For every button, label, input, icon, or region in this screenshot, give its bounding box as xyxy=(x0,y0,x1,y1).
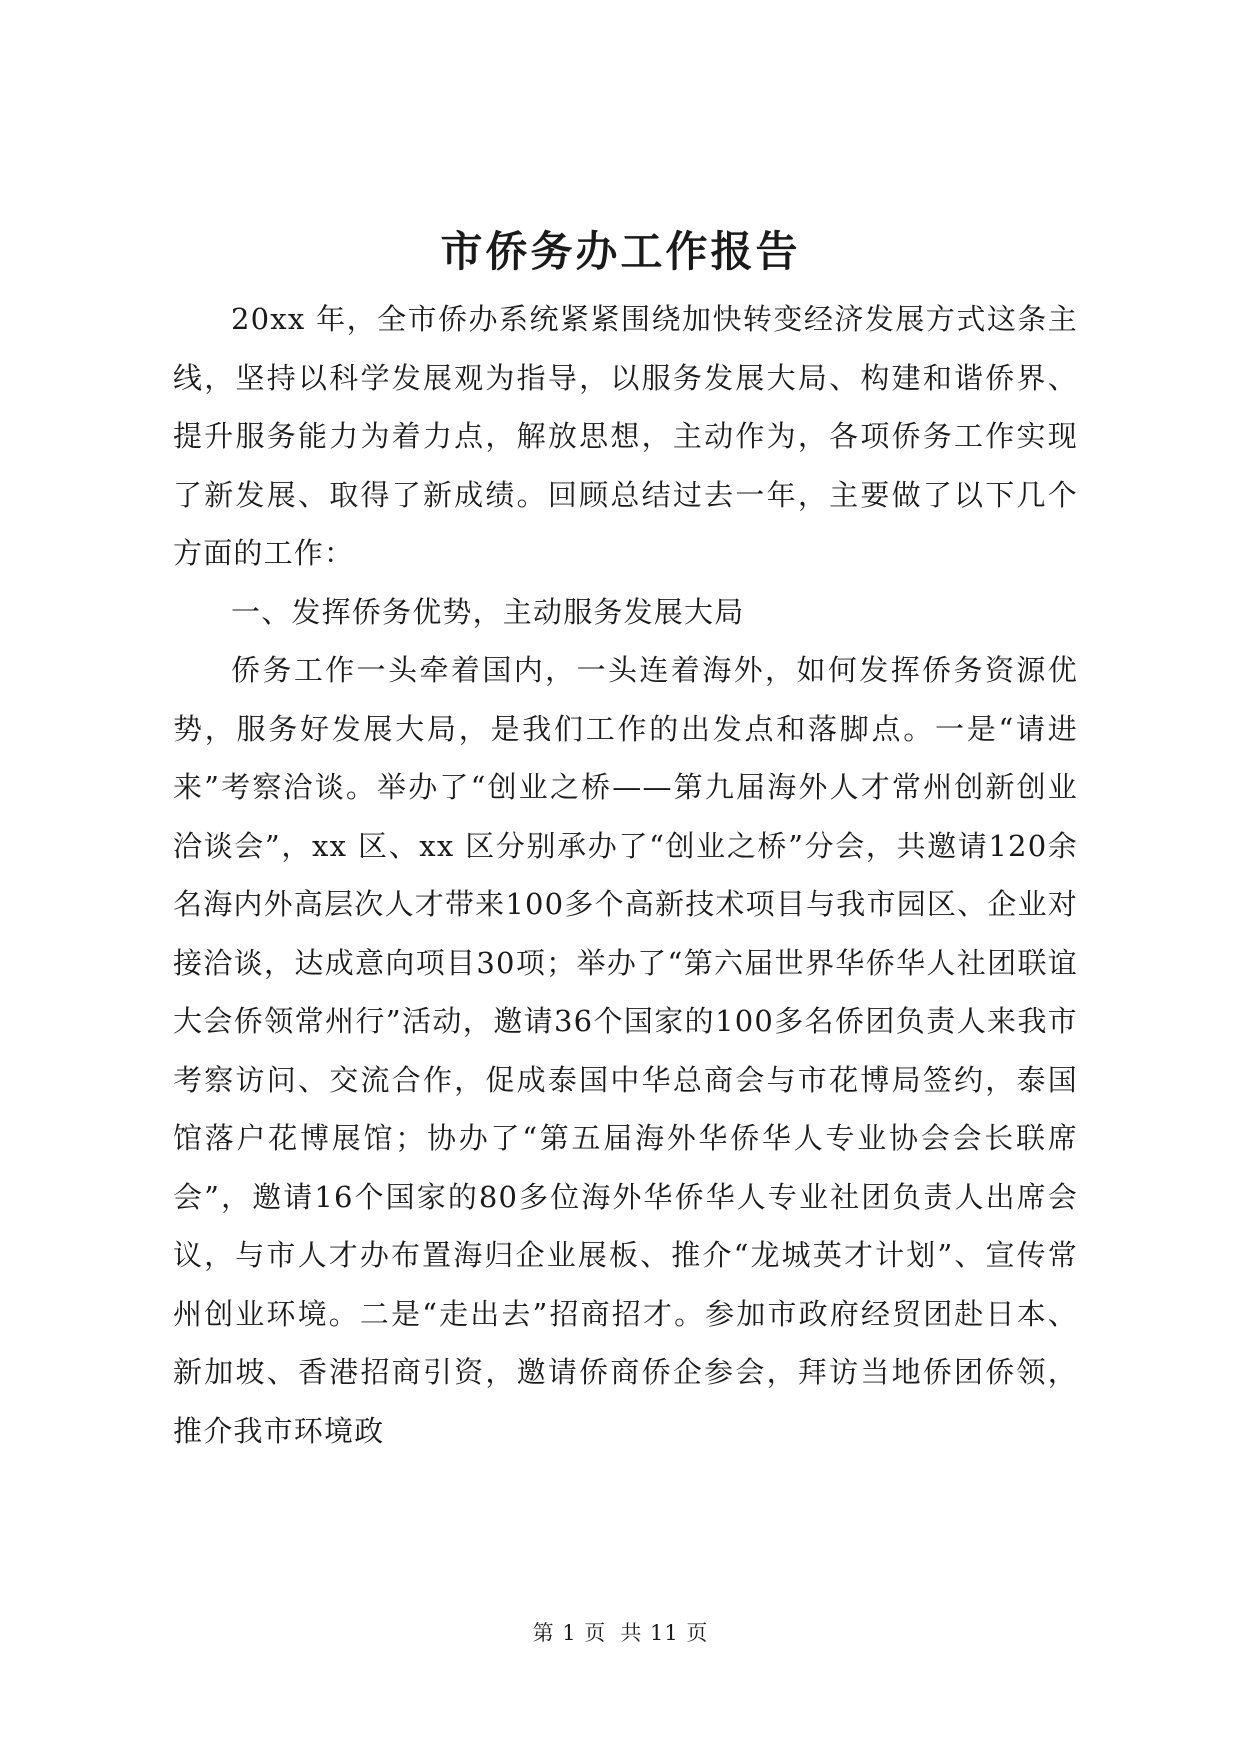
document-title: 市侨务办工作报告 xyxy=(440,227,801,276)
page-number: 第 1 页 xyxy=(532,1621,607,1645)
intro-paragraph: 20xx 年，全市侨办系统紧紧围绕加快转变经济发展方式这条主线，坚持以科学发展观为指导，以服务发展大局、构建和谐侨界、提升服务能力为着力点，解放思想，主动作为，各项侨务工作实现了新发展、取得了新成绩。回顾总结过去一年，主要做了以下几个方面的工作： xyxy=(173,302,1078,570)
body-paragraph: 侨务工作一头牵着国内，一头连着海外，如何发挥侨务资源优势，服务好发展大局，是我们工作的出发点和落脚点。一是“请进来”考察洽谈。举办了“创业之桥——第九届海外人才常州创新创业洽谈会”，xx 区、xx 区分别承办了“创业之桥”分会，共邀请120余名海内外高层次人才带来100多个高新技术项目与我市园区、企业对接洽谈，达成意向项目30项；举办了“第六届世界华侨华人社团联谊大会侨领常州行”活动，邀请36个国家的100多名侨团负责人来我市考察访问、交流合作，促成泰国中华总商会与市花博局签约，泰国馆落户花博展馆；协办了“第五届海外华侨华人专业协会会长联席会”，邀请16个国家的80多位海外华侨华人专业社团负责人出席会议，与市人才办布置海归企业展板、推介“龙城英才计划”、宣传常州创业环境。二是“走出去”招商招才。参加市政府经贸团赴日本、新加坡、香港招商引资，邀请侨商侨企参会，拜访当地侨团侨领，推介我市环境政 xyxy=(173,653,1078,1448)
page-footer xyxy=(0,1618,1241,1648)
page-total: 共 11 页 xyxy=(620,1621,709,1645)
section-heading: 一、发挥侨务优势，主动服务发展大局 xyxy=(231,594,745,629)
document-body xyxy=(173,290,1078,1460)
